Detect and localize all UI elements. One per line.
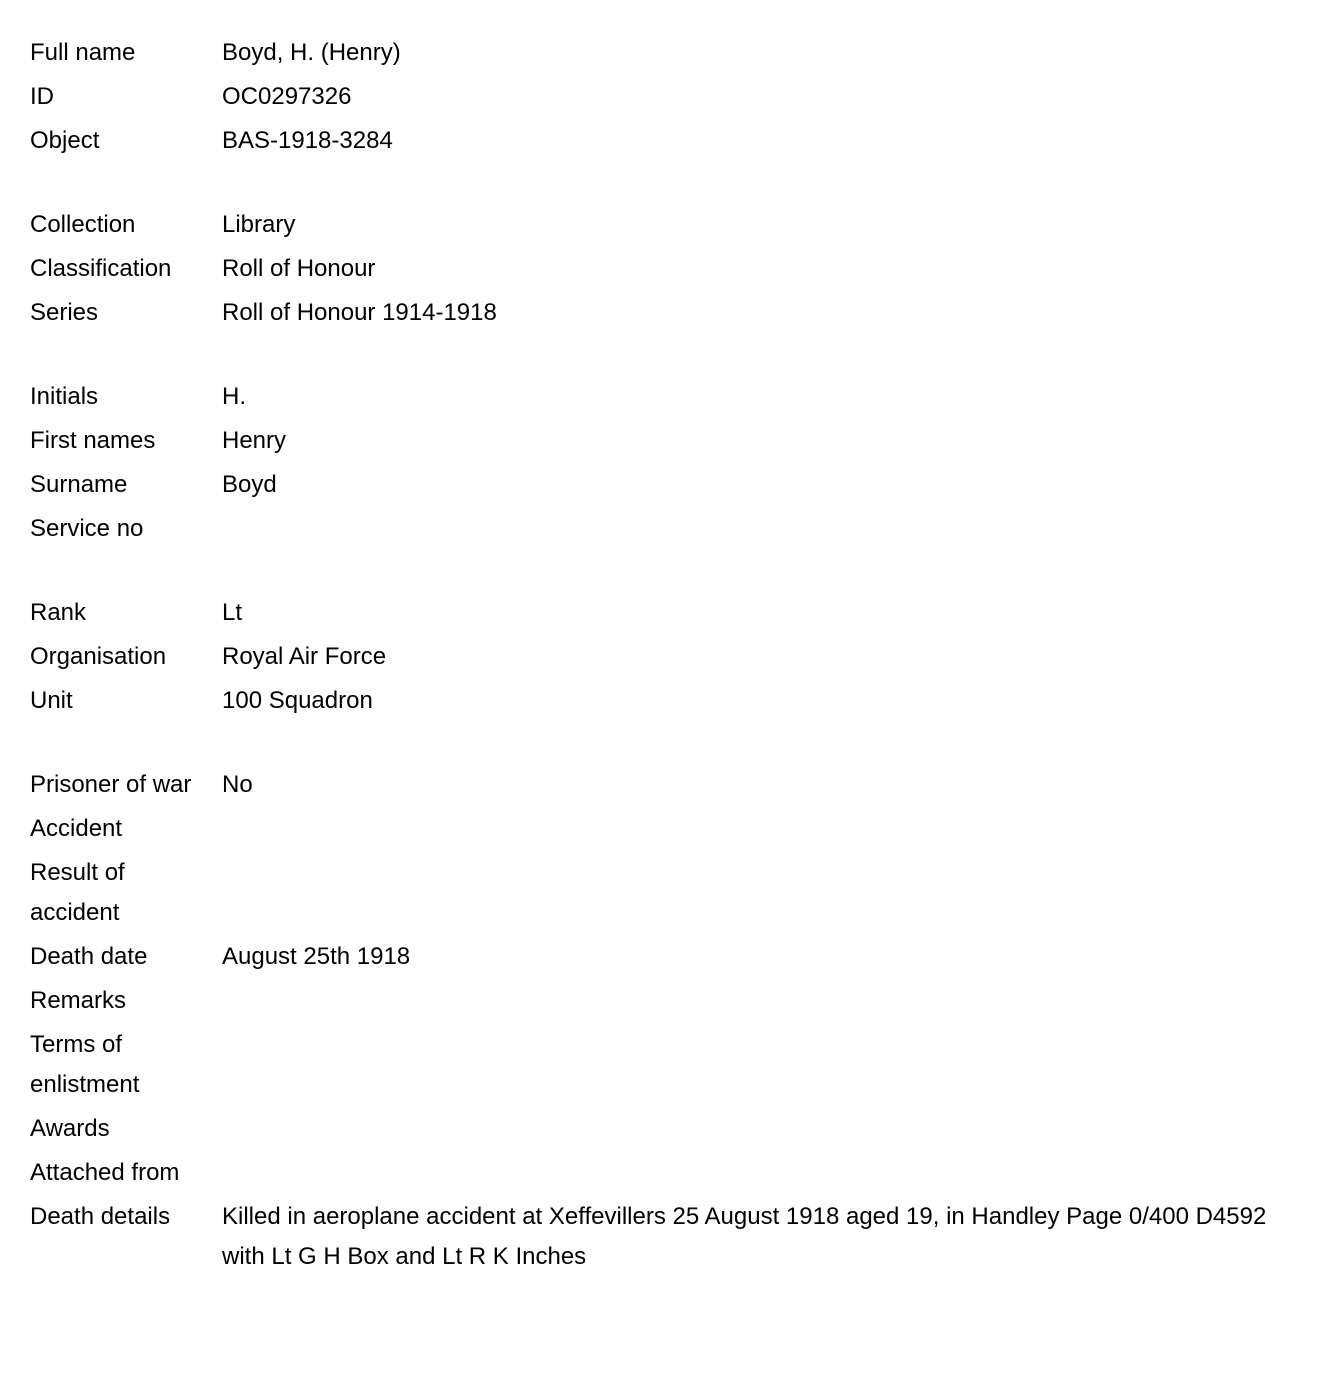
row-remarks: [30, 981, 1297, 1021]
row-series: [30, 293, 1297, 333]
row-organisation: [30, 637, 1297, 677]
field-label-remarks: Remarks: [30, 987, 127, 1014]
field-label-organisation: Organisation: [30, 643, 167, 670]
field-label-collection: Collection: [30, 211, 136, 238]
row-collection: [30, 205, 1297, 245]
field-value-classification: Roll of Honour: [222, 255, 376, 282]
field-label-attached-from: Attached from: [30, 1159, 180, 1186]
field-value-rank: Lt: [222, 599, 243, 626]
row-accident: [30, 809, 1297, 849]
row-death-date: [30, 937, 1297, 977]
field-label-awards: Awards: [30, 1115, 110, 1142]
field-value-service-no: [222, 509, 1297, 549]
field-label-accident: Accident: [30, 815, 123, 842]
row-death-details: [30, 1197, 1297, 1277]
field-label-service-no: Service no: [30, 515, 144, 542]
field-value-death-date: August 25th 1918: [222, 943, 411, 970]
field-value-full-name: Boyd, H. (Henry): [222, 39, 401, 66]
field-value-series: Roll of Honour 1914-1918: [222, 299, 497, 326]
field-label-unit: Unit: [30, 687, 73, 714]
field-value-unit: 100 Squadron: [222, 687, 373, 714]
field-value-remarks: [222, 981, 1297, 1021]
field-label-full-name: Full name: [30, 39, 136, 66]
field-value-result-of-accident: [222, 853, 1297, 893]
record-detail: [30, 33, 1297, 1277]
field-label-death-date: Death date: [30, 943, 148, 970]
row-first-names: [30, 421, 1297, 461]
field-label-first-names: First names: [30, 427, 156, 454]
field-value-awards: [222, 1109, 1297, 1149]
field-value-initials: H.: [222, 383, 246, 410]
row-attached-from: [30, 1153, 1297, 1193]
row-unit: [30, 681, 1297, 721]
row-service-no: [30, 509, 1297, 549]
field-value-accident: [222, 809, 1297, 849]
field-value-surname: Boyd: [222, 471, 277, 498]
row-id: [30, 77, 1297, 117]
field-label-id: ID: [30, 83, 54, 110]
field-label-prisoner-of-war: Prisoner of war: [30, 771, 192, 798]
field-value-object: BAS-1918-3284: [222, 127, 393, 154]
row-object: [30, 121, 1297, 161]
field-label-surname: Surname: [30, 471, 128, 498]
field-value-attached-from: [222, 1153, 1297, 1193]
field-value-first-names: Henry: [222, 427, 287, 454]
field-value-collection: Library: [222, 211, 296, 238]
row-full-name: [30, 33, 1297, 73]
section-name-details: [30, 377, 1297, 549]
field-label-series: Series: [30, 299, 99, 326]
section-service: [30, 593, 1297, 721]
field-label-terms-of-enlistment: Terms of enlistment: [30, 1031, 140, 1098]
section-casualty: [30, 765, 1297, 1277]
row-result-of-accident: [30, 853, 1297, 933]
section-identity: [30, 33, 1297, 161]
row-awards: [30, 1109, 1297, 1149]
row-initials: [30, 377, 1297, 417]
field-value-terms-of-enlistment: [222, 1025, 1297, 1065]
row-terms-of-enlistment: [30, 1025, 1297, 1105]
field-value-death-details: Killed in aeroplane accident at Xeffevillers 25 August 1918 aged 19, in Handley Page 0/400 D4592 with Lt G H Box and Lt R K Inches: [222, 1203, 1267, 1270]
section-collection: [30, 205, 1297, 333]
row-rank: [30, 593, 1297, 633]
field-label-death-details: Death details: [30, 1203, 171, 1230]
field-value-prisoner-of-war: No: [222, 771, 253, 798]
field-label-rank: Rank: [30, 599, 87, 626]
field-label-object: Object: [30, 127, 100, 154]
field-value-organisation: Royal Air Force: [222, 643, 387, 670]
field-label-result-of-accident: Result of accident: [30, 859, 125, 926]
row-prisoner-of-war: [30, 765, 1297, 805]
field-label-classification: Classification: [30, 255, 172, 282]
row-surname: [30, 465, 1297, 505]
field-value-id: OC0297326: [222, 83, 352, 110]
row-classification: [30, 249, 1297, 289]
field-label-initials: Initials: [30, 383, 99, 410]
